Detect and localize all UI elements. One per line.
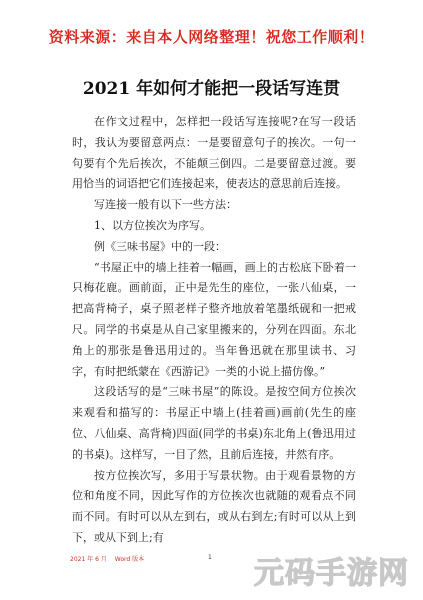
paragraph-analysis: 这段话写的是“三味书屋”的陈设。是按空间方位挨次来观看和描写的：书屋正中墙上(挂着画)画前(先生的座位、八仙桌、高背椅)四面(同学的书桌)东北角上(鲁迅用过的书桌)。这样写，一目了然，且前后连接，井然有序。 xyxy=(72,385,356,461)
document-title: 2021 年如何才能把一段话写连贯 xyxy=(82,79,341,99)
footer-date-text: 2021 年 6 月 xyxy=(70,556,107,563)
source-notice: 资料来源：来自本人网络整理！祝您工作顺利！ xyxy=(48,28,375,46)
site-watermark: 元码手游网 xyxy=(254,556,409,591)
paragraph-intro: 在作文过程中，怎样把一段话写连接呢?在写一段话时，我认为要留意两点：一是要留意句子的挨次。一句一句要有个先后挨次，不能颠三倒四。二是要留意过渡。要用恰当的词语把它们连接起来，使表达的意思前后连接。 xyxy=(72,115,356,191)
footer-date xyxy=(70,554,144,563)
page-number: 1 xyxy=(208,554,212,561)
footer-app-text: Word 版本 xyxy=(114,556,145,563)
document-body xyxy=(72,112,356,549)
paragraph-direction: 按方位挨次写，多用于写景状物。由于观看景物的方位和角度不同，因此写作的方位挨次也就随的观看点不同而不同。有时可以从左到右，或从右到左;有时可以从上到下，或从下到上;有 xyxy=(72,468,356,544)
paragraph-methods: 写连接一般有以下一些方法： xyxy=(94,198,237,212)
paragraph-method-1: 1、以方位挨次为序写。 xyxy=(94,218,211,232)
paragraph-quote: “书屋正中的墙上挂着一幅画，画上的古松底下卧着一只梅花鹿。画前面，正中是先生的座位，一张八仙桌，一把高背椅子，桌子照老样子整齐地放着笔墨纸砚和一把戒尺。同学的书桌是从自己家里搬来的，分列在四面。东北角上的那张是鲁迅用过的。当年鲁迅就在那里读书、习字，有时把纸蒙在《西游记》一类的小说上描仿像。” xyxy=(72,260,356,378)
paragraph-example-label: 例《三味书屋》中的一段： xyxy=(94,239,226,253)
